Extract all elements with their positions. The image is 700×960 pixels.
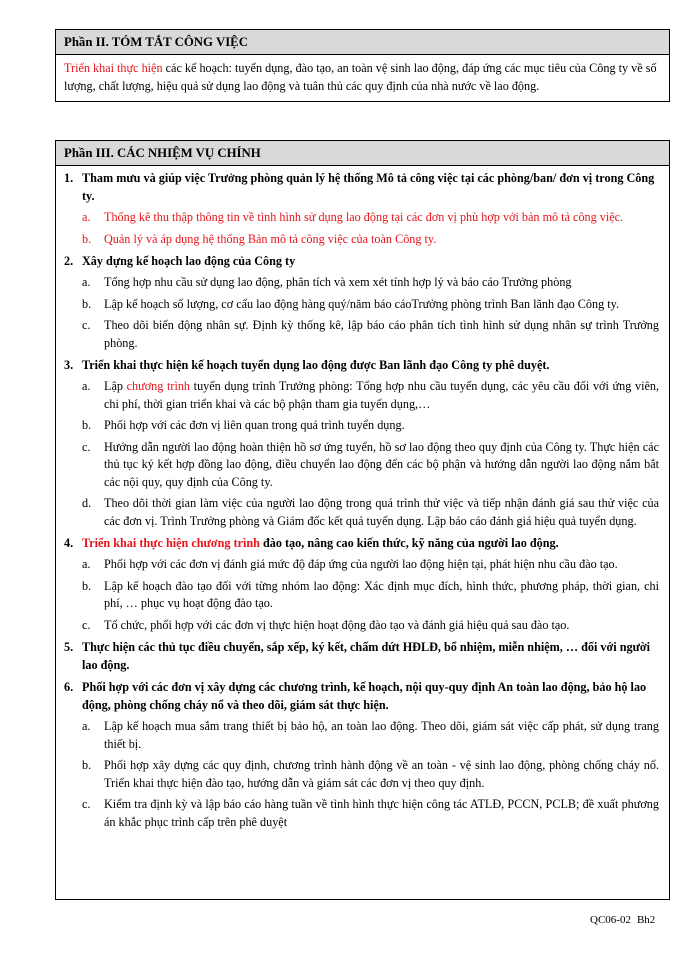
subtask: a. Lập chương trình tuyển dụng trình Trưởng phòng: Tổng hợp nhu cầu tuyển dụng, các yêu cầu đối với ứng viên, chi phí, thời gian triển khai và các bộ phận tham gia tuyển dụng,…: [82, 379, 660, 411]
document-version: Bh2: [636, 914, 656, 926]
subtask: b. Lập kế hoạch đào tạo đối với từng nhóm lao động: Xác định mục đích, hình thức, phương pháp, thời gian, chi phí, … phục vụ hoạt động đào tạo.: [82, 578, 659, 610]
task-item: [64, 169, 659, 248]
section-3-title: Phần III. CÁC NHIỆM VỤ CHÍNH: [56, 141, 669, 166]
highlight-text: chương trình: [126, 379, 191, 393]
task-item: [64, 678, 659, 831]
subtask: c. Hướng dẫn người lao động hoàn thiện hồ sơ ứng tuyển, hồ sơ lao động theo quy định của Công ty. Thực hiện các thủ tục ký kết hợp đồng lao động, điều chuyển lao động đến các bộ phận và hướng dẫn người lao động nắm bắt các nội quy, quy định của Công ty.: [82, 439, 659, 489]
section-2-text: các kế hoạch: tuyển dụng, đào tạo, an toàn vệ sinh lao động, đáp ứng các mục tiêu của Công ty về số lượng, chất lượng, hiệu quả sử dụng lao động và tuân thủ các quy định của nhà nước về lao động.: [64, 61, 657, 93]
section-3-main-tasks: [55, 140, 670, 900]
subtask: a. Tổng hợp nhu cầu sử dụng lao động, phân tích và xem xét tính hợp lý và báo cáo Trưởng phòng: [82, 275, 572, 289]
subtask: b. Quản lý và áp dụng hệ thống Bản mô tả công việc của toàn Công ty.: [82, 231, 437, 246]
subtask: c. Tổ chức, phối hợp với các đơn vị thực hiện hoạt động đào tạo và đánh giá hiệu quả sau đào tạo.: [82, 617, 570, 632]
subtask: d. Theo dõi thời gian làm việc của người lao động trong quá trình thử việc và tiếp nhận đánh giá sau thử việc của các đơn vị. Trình Trưởng phòng và Giám đốc kết quả tuyển dụng. Lập báo cáo đánh giá hiệu quả tuyển dụng.: [82, 496, 659, 528]
subtask: a. Lập kế hoạch mua sắm trang thiết bị bảo hộ, an toàn lao động. Theo dõi, giám sát việc cấp phát, sử dụng trang thiết bị.: [82, 719, 659, 751]
subtask: b. Lập kế hoạch số lượng, cơ cấu lao động hàng quý/năm báo cáoTrưởng phòng trình Ban lãnh đạo Công ty.: [82, 296, 619, 311]
section-2-body: [56, 55, 669, 101]
task-title: 5. Thực hiện các thủ tục điều chuyển, sắp xếp, ký kết, chấm dứt HĐLĐ, bổ nhiệm, miễn nhiệm, … đối với người lao động.: [64, 640, 651, 672]
task-title: 4. Triển khai thực hiện chương trình đào tạo, nâng cao kiến thức, kỹ năng của người lao động.: [64, 536, 559, 550]
task-title: 6. Phối hợp với các đơn vị xây dựng các chương trình, kế hoạch, nội quy-quy định An toàn lao động, bảo hộ lao động, phòng chống cháy nổ và theo dõi, giám sát thực hiện.: [64, 680, 647, 712]
subtask: c. Theo dõi biến động nhân sự. Định kỳ thống kê, lập báo cáo phân tích tình hình sử dụng nhân sự trình Trưởng phòng.: [82, 318, 659, 350]
subtask: b. Phối hợp xây dựng các quy định, chương trình hành động về an toàn - vệ sinh lao động, phòng chống cháy nổ. Triển khai thực hiện đào tạo, hướng dẫn và giám sát các đơn vị theo quy định.: [82, 758, 659, 790]
subtask: a. Thống kê thu thập thông tin về tình hình sử dụng lao động tại các đơn vị phù hợp với bản mô tả công việc.: [82, 210, 624, 224]
section-2-lead-highlight: Triển khai thực hiện: [64, 61, 163, 75]
subtask: b. Phối hợp với các đơn vị liên quan trong quá trình tuyển dụng.: [82, 418, 405, 432]
task-item: [64, 356, 659, 530]
section-2-summary: [55, 29, 670, 102]
task-list: [56, 166, 669, 831]
task-title: 3. Triển khai thực hiện kế hoạch tuyển dụng lao động được Ban lãnh đạo Công ty phê duyệt.: [64, 358, 550, 372]
document-code: QC06-02: [590, 914, 631, 926]
task-item: [64, 638, 659, 674]
task-item: [64, 252, 659, 352]
section-2-title: Phần II. TÓM TẮT CÔNG VIỆC: [56, 30, 669, 55]
task-title: 1. Tham mưu và giúp việc Trưởng phòng quản lý hệ thống Mô tả công việc tại các phòng/ban/ đơn vị trong Công ty.: [64, 171, 655, 203]
page-footer: [590, 914, 661, 926]
subtask: a. Phối hợp với các đơn vị đánh giá mức độ đáp ứng của người lao động hiện tại, phát hiện nhu cầu đào tạo.: [82, 557, 618, 571]
task-item: [64, 534, 659, 634]
subtask: c. Kiểm tra định kỳ và lập báo cáo hàng tuần về tình hình thực hiện công tác ATLĐ, PCCN, PCLB; đề xuất phương án khắc phục trình cấp trên phê duyệt: [82, 797, 659, 829]
highlight-text: Triển khai thực hiện chương trình: [82, 536, 260, 550]
task-title: 2. Xây dựng kế hoạch lao động của Công ty: [64, 254, 296, 268]
